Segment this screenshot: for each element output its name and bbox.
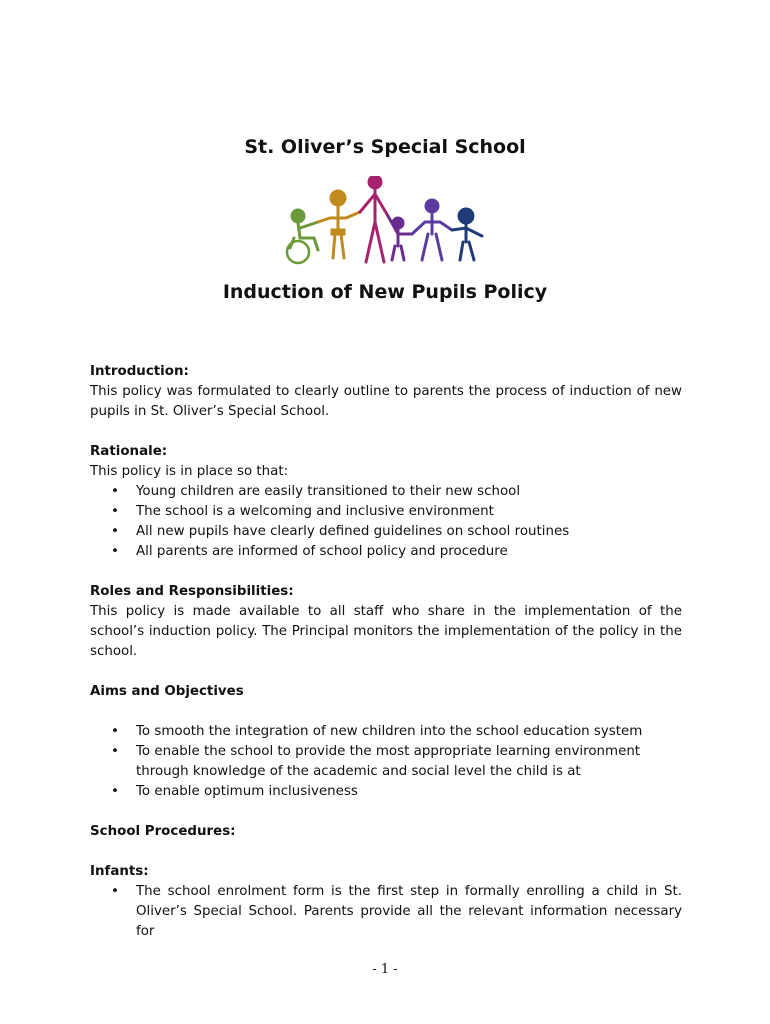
aims-list — [90, 722, 682, 802]
rationale-list — [90, 482, 682, 562]
policy-body — [90, 362, 682, 942]
child-figure-icon — [318, 191, 360, 258]
page-number: - 1 - — [372, 962, 398, 977]
roles-heading: Roles and Responsibilities: — [90, 584, 294, 599]
rationale-section — [90, 442, 682, 562]
introduction-heading: Introduction: — [90, 364, 189, 379]
list-item: • All parents are informed of school policy and procedure — [136, 542, 682, 562]
aims-heading: Aims and Objectives — [90, 684, 244, 699]
policy-title: Induction of New Pupils Policy — [222, 281, 548, 303]
list-item: • Young children are easily transitioned to their new school — [136, 482, 682, 502]
roles-text: This policy is made available to all staff who share in the implementation of the school’s induction policy. The Principal monitors the implementation of the policy in the school. — [90, 604, 682, 659]
page-title: St. Oliver’s Special School — [244, 136, 526, 158]
child-figure-icon — [452, 209, 482, 260]
list-item: • To enable optimum inclusiveness — [136, 782, 682, 802]
introduction-section — [90, 362, 682, 422]
procedures-heading: School Procedures: — [90, 824, 236, 839]
wheelchair-figure-icon — [287, 210, 318, 263]
introduction-text: This policy was formulated to clearly outline to parents the process of induction of new pupils in St. Oliver’s Special School. — [90, 384, 682, 419]
infants-list — [90, 882, 682, 942]
infants-heading: Infants: — [90, 864, 149, 879]
children-holding-hands-icon — [280, 176, 490, 268]
rationale-heading: Rationale: — [90, 444, 168, 459]
child-figure-icon — [412, 200, 452, 260]
list-item: • To enable the school to provide the most appropriate learning environment through knowledge of the academic and social level the child is at — [136, 742, 682, 782]
rationale-lead: This policy is in place so that: — [90, 464, 289, 479]
adult-figure-icon — [360, 176, 388, 262]
list-item: • To smooth the integration of new children into the school education system — [136, 722, 682, 742]
procedures-section — [90, 822, 682, 842]
infants-section — [90, 862, 682, 942]
small-child-figure-icon — [388, 216, 412, 260]
list-item: • All new pupils have clearly defined guidelines on school routines — [136, 522, 682, 542]
aims-section — [90, 682, 682, 802]
roles-section — [90, 582, 682, 662]
list-item: • The school enrolment form is the first step in formally enrolling a child in St. Oliver’s Special School. Parents provide all the relevant information necessary for — [136, 882, 682, 942]
list-item: • The school is a welcoming and inclusive environment — [136, 502, 682, 522]
school-logo — [280, 176, 490, 268]
